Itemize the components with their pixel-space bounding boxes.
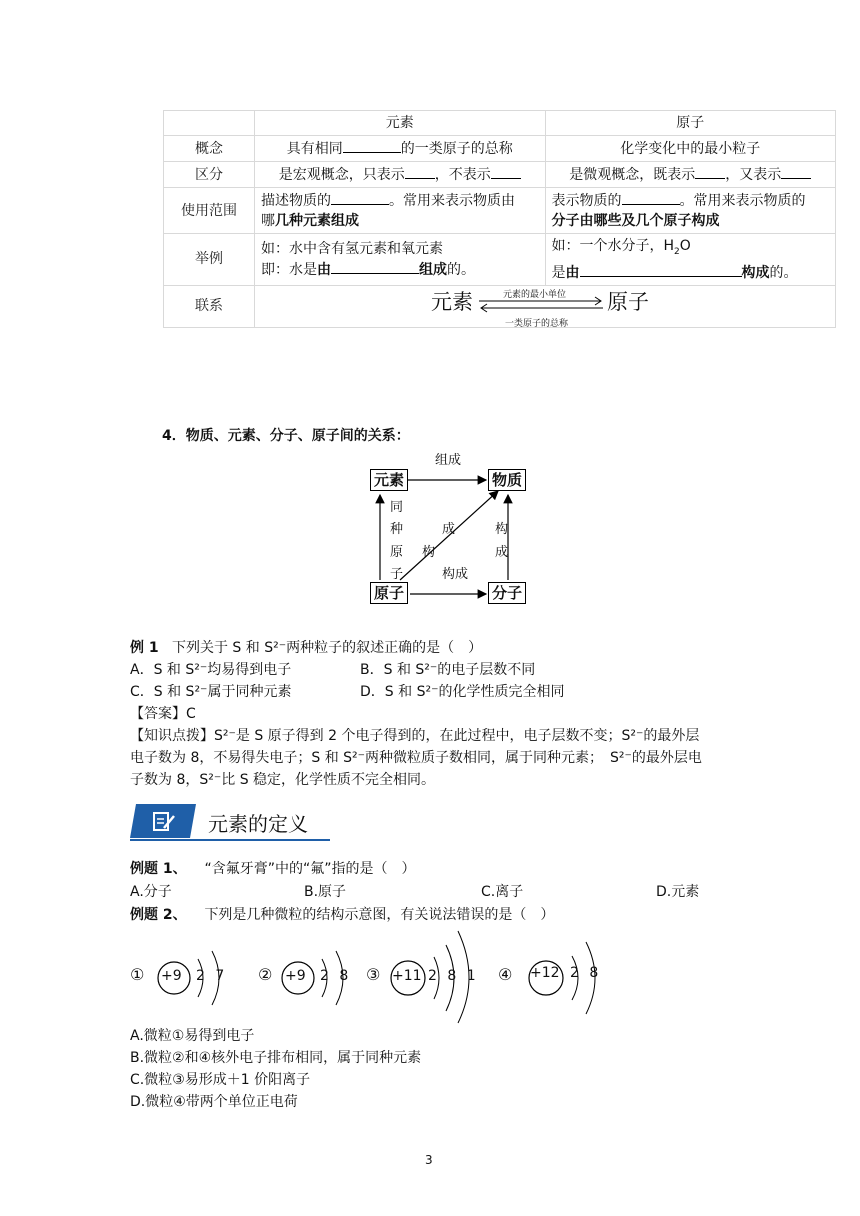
option-a: A．S 和 S²⁻均易得到电子 [130,662,292,678]
blank [695,164,725,179]
q2-option-c: C.微粒③易形成＋1 价阳离子 [130,1072,311,1088]
link-element: 元素 [431,290,473,315]
blank [781,164,811,179]
q1-option-c: C.离子 [481,884,524,900]
link-top-label: 元素的最小单位 [503,290,567,301]
link-atom: 原子 [607,290,649,315]
answer: 【答案】C [130,706,196,722]
tip-line-2: 电子数为 8，不易得失电子；S 和 S²⁻两种微粒质子数相同，属于同种元素； S²⁻的最外层电 [130,750,702,766]
node-atom: 原子 [370,582,408,604]
page-number: 3 [425,1153,433,1167]
q2-option-d: D.微粒④带两个单位正电荷 [130,1094,298,1110]
label-compose: 组成 [435,453,462,468]
double-arrow-icon [477,296,605,314]
q1-option-b: B.原子 [304,884,347,900]
blank [622,190,680,205]
link-cell [255,285,836,330]
blank [405,164,435,179]
header-atom: 原子 [545,111,836,136]
element-atom-table: 元素 原子 概念 具有相同 的一类原子的总称 化学变化中的最小粒子 区分 是宏观概念，只表示 ，不表示 是微观概念，既表示 ，又表示 使用范围 描述物质的 。常用来表示物质由 哪几种元素组成 表示物质的 。常用来表示物质的 分子由哪些及几个原子构成 举例 如：水中含有氢元素和氧元素 即：水是由 组成的。 如：一个水分子，$H_2O$ 是由 构成的。 联系 元素 元素的最小单位 原子 一类原子的总称 [163,110,836,328]
option-b: B．S 和 S²⁻的电子层数不同 [360,662,536,678]
q1-option-d: D.元素 [656,884,700,900]
relationship-diagram: 元素 物质 原子 分子 组成 同 种 原 子 成 构 构成 构 成 [360,445,540,610]
example-1-question: 下列关于 S 和 S²⁻两种粒子的叙述正确的是（ ） [171,640,483,656]
link-bottom-label: 一类原子的总称 [505,319,569,330]
q2-option-b: B.微粒②和④核外电子排布相同，属于同种元素 [130,1050,422,1066]
option-c: C．S 和 S²⁻属于同种元素 [130,684,292,700]
blank [580,262,742,277]
row-label-example: 举例 [164,234,255,286]
option-d: D．S 和 S²⁻的化学性质完全相同 [360,684,565,700]
example-1 [130,637,482,659]
example-1-title: 例 1 [130,640,159,656]
node-element: 元素 [370,469,408,491]
tip-line-1: 【知识点拨】S²⁻是 S 原子得到 2 个电子得到的，在此过程中，电子层数不变；S²⁻的最外层 [130,728,700,744]
question-2: 例题 2、 下列是几种微粒的结构示意图，有关说法错误的是（ ） [130,907,555,923]
question-1: 例题 1、 “含氟牙膏”中的“氟”指的是（ ） [130,861,416,877]
section-banner [130,802,330,842]
q1-option-a: A.分子 [130,884,172,900]
blank [331,259,419,274]
blank [491,164,521,179]
header-element: 元素 [255,111,546,136]
row-label-scope: 使用范围 [164,188,255,234]
row-label-diff: 区分 [164,162,255,188]
row-label-link: 联系 [164,285,255,327]
blank [331,190,389,205]
label-constitute: 构成 [442,567,469,582]
notepad-edit-icon [152,810,176,832]
particle-diagrams: ① +9 2 7 ② +9 2 8 ③ +11 2 8 1 ④ +12 2 8 [130,925,630,1025]
banner-title: 元素的定义 [208,812,308,836]
atom-concept: 化学变化中的最小粒子 [545,136,836,162]
node-molecule: 分子 [488,582,526,604]
row-label-concept: 概念 [164,136,255,162]
link-diagram [431,288,661,330]
tip-line-3: 子数为 8，S²⁻比 S 稳定，化学性质不完全相同。 [130,772,436,788]
q2-option-a: A.微粒①易得到电子 [130,1028,255,1044]
node-substance: 物质 [488,469,526,491]
section-4-title: 4．物质、元素、分子、原子间的关系： [162,428,410,444]
blank [343,138,401,153]
